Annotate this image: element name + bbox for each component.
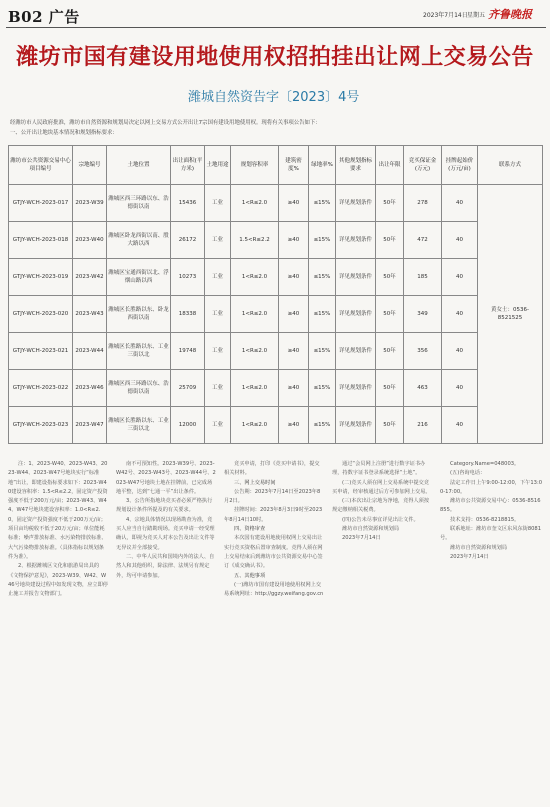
table-cell: 2023-W43: [73, 296, 107, 333]
table-cell: 潍城区西三环路以东、浩德街以南: [107, 185, 171, 222]
announcement-number: 潍城自然资告字〔2023〕4号: [188, 90, 360, 105]
table-cell: 349: [404, 296, 442, 333]
paragraph: 技术支持：0536-8218815。: [450, 516, 520, 523]
table-cell: ≤15%: [309, 407, 336, 444]
table-cell: 工业: [205, 333, 231, 370]
paragraph: 潍坊市公共资源交易中心：0536-8516855。: [440, 498, 541, 514]
table-cell: ≤15%: [309, 185, 336, 222]
issue-weekday: 星期五: [467, 12, 486, 19]
table-cell: 26172: [171, 222, 205, 259]
table-cell: 1.5<R≤2.2: [231, 222, 279, 259]
table-cell: 2023-W39: [73, 185, 107, 222]
table-cell: 潍城区长胜路以东、工业三街以北: [107, 407, 171, 444]
issue-date: 2023年7月14日: [423, 12, 468, 19]
table-cell: 216: [404, 407, 442, 444]
col-header: 联系方式: [478, 146, 543, 185]
col-header: 挂牌起始价(万元/亩): [442, 146, 478, 185]
table-cell: 1<R≤2.0: [231, 296, 279, 333]
table-cell: 详见规划条件: [336, 259, 376, 296]
table-cell: 详见规划条件: [336, 296, 376, 333]
table-cell: 278: [404, 185, 442, 222]
table-cell: ≥40: [279, 333, 309, 370]
table-cell: 10273: [171, 259, 205, 296]
col-header: 出让面积(平方米): [171, 146, 205, 185]
table-header-row: [9, 146, 543, 185]
table-cell: 463: [404, 370, 442, 407]
paragraph: (三)本次出让宗地为净地，竞得人须按规定缴纳相关税费。: [332, 498, 430, 514]
paragraph: 2、根据潍城区文化和旅游局出具的《文物保护意见》，2023-W39、W42、W46号地块建设过程中如发现文物，应立即停止施工并报告文物部门。: [8, 563, 108, 598]
table-cell: 2023-W42: [73, 259, 107, 296]
paragraph: Category.Name=048003。: [450, 461, 520, 467]
col-header: 潍坊市公共资源交易中心项目编号: [9, 146, 73, 185]
col-header: 建筑密度%: [279, 146, 309, 185]
col-header: 出让年限: [376, 146, 404, 185]
table-cell: 40: [442, 185, 478, 222]
table-cell: 1<R≤2.0: [231, 407, 279, 444]
signature: 潍坊市自然资源和规划局: [342, 526, 400, 533]
table-cell: GTJY-WCH-2023-022: [9, 370, 73, 407]
table-cell: ≥40: [279, 259, 309, 296]
table-cell: 详见规划条件: [336, 370, 376, 407]
paragraph: (二)竞买人须在网上交易系统中提交竞买申请，经审核通过后方可参加网上交易。: [332, 479, 431, 495]
table-cell: 1<R≤2.0: [231, 333, 279, 370]
table-cell: 472: [404, 222, 442, 259]
table-cell: 2023-W47: [73, 407, 107, 444]
paragraph: 通过“会员网上注册”进行数字证书办理，持数字证书登录系统选择“土地”。: [332, 461, 426, 477]
table-cell: 40: [442, 222, 478, 259]
table-cell: 12000: [171, 407, 205, 444]
table-cell: 详见规划条件: [336, 407, 376, 444]
table-cell: ≤15%: [309, 333, 336, 370]
table-cell: 2023-W44: [73, 333, 107, 370]
table-row: [9, 259, 543, 296]
table-cell: 18338: [171, 296, 205, 333]
text-column: [8, 460, 108, 800]
table-cell: ≥40: [279, 185, 309, 222]
paragraph: 4、宗地具体情况以现场勘查为准，竞买人应当自行踏勘现场。竞买申请一经受理确认，即视为竞买人对本公告及出让文件等无异议并全部接受。: [116, 516, 215, 551]
col-header: 宗地编号: [73, 146, 107, 185]
paragraph: 3、公告所指地块竞买者必须严格执行规划设计条件所提及的有关要求。: [116, 498, 213, 514]
table-cell: 详见规划条件: [336, 222, 376, 259]
table-cell: GTJY-WCH-2023-017: [9, 185, 73, 222]
paragraph: (五)咨询电话：: [450, 470, 486, 477]
table-cell: 50年: [376, 296, 404, 333]
body-columns: [8, 460, 542, 800]
col-header: 其他规划指标要求: [336, 146, 376, 185]
col-header: 绿地率%: [309, 146, 336, 185]
table-row: [9, 370, 543, 407]
paragraph: 联系地址：潍坊市奎文区东风东街8081号。: [440, 526, 542, 542]
table-cell: 1<R≤2.0: [231, 370, 279, 407]
paragraph: 挂牌时间：2023年8月3日9时至2023年8月14日10时。: [224, 507, 323, 523]
table-cell: 详见规划条件: [336, 185, 376, 222]
page-header: [0, 0, 550, 28]
signature: 潍坊市自然资源和规划局: [450, 544, 508, 551]
paragraph: (一)潍坊市国有建设用地使用权网上交易系统网址：http://ggzy.weifang.gov.cn: [224, 581, 324, 598]
table-cell: 2023-W40: [73, 222, 107, 259]
table-cell: ≤15%: [309, 296, 336, 333]
table-cell: 40: [442, 407, 478, 444]
col-header: 竞买保证金(万元): [404, 146, 442, 185]
table-cell: 15436: [171, 185, 205, 222]
table-cell: 40: [442, 370, 478, 407]
table-cell: 潍城区长胜路以东、卧龙西街以南: [107, 296, 171, 333]
table-cell: GTJY-WCH-2023-023: [9, 407, 73, 444]
col-header: 规划容积率: [231, 146, 279, 185]
signature-date: 2023年7月14日: [450, 553, 489, 560]
table-cell: ≥40: [279, 222, 309, 259]
table-cell: ≤15%: [309, 222, 336, 259]
table-cell: 潍城区西三环路以东、浩德街以南: [107, 370, 171, 407]
table-cell: 1<R≤2.0: [231, 185, 279, 222]
table-cell: ≤15%: [309, 370, 336, 407]
text-column: [332, 460, 432, 800]
section-heading: 四、资格审查: [234, 526, 266, 533]
table-cell: 工业: [205, 222, 231, 259]
intro-section-heading: 一、公开出让地块基本情况和规划指标要求：: [10, 130, 118, 136]
paragraph: 本次国有建设用地使用权网上交易出让实行竞买资格后置审查制度。竞得人须在网上交易结束后到潍坊市公共资源交易中心签订《成交确认书》。: [224, 535, 323, 570]
table-cell: ≤15%: [309, 259, 336, 296]
section-label: B02 广告: [8, 8, 80, 26]
paragraph: 公告期：2023年7月14日至2023年8月2日。: [224, 488, 321, 505]
table-cell: 50年: [376, 259, 404, 296]
table-cell: 40: [442, 296, 478, 333]
text-column: [224, 460, 324, 800]
paragraph: 注：1、2023-W40、2023-W43、2023-W44、2023-W47号地块实行“标准地”出让，即建设指标要求如下：2023-W40建设容积率：1.5<R≤2.2，固定资产投资强度不低于200万元/亩；2023-W43、W44、W47号地块建设容积率：1.0<R≤2.0，固定资产投资强度不低于200万元/亩；项目亩均税收不低于20万元/亩；单位能耗标准；噪声排放标准、水污染物排放标准、大气污染物排放标准。（具体指标以规划条件为准）。: [8, 461, 108, 560]
parcel-table: [8, 145, 543, 444]
paragraph: 南不可预知性。2023-W39号、2023-W42号、2023-W43号、2023-W44号、2023-W47号地块土地在挂牌前，已完成场地平整，达到“七通一平”出让条件。: [116, 461, 216, 495]
table-cell: ≥40: [279, 370, 309, 407]
paragraph: 竞买申请，打印《竞买申请书》，提交相关材料。: [224, 461, 320, 477]
newspaper-logo: 齐鲁晚报: [488, 8, 532, 21]
text-column: [440, 460, 542, 800]
table-cell: ≥40: [279, 407, 309, 444]
table-cell: GTJY-WCH-2023-019: [9, 259, 73, 296]
signature-date: 2023年7月14日: [342, 535, 381, 542]
table-cell: 19748: [171, 333, 205, 370]
table-cell: 潍城区宝通西街以北、浮烟山路以西: [107, 259, 171, 296]
table-cell: 40: [442, 333, 478, 370]
table-cell: 50年: [376, 407, 404, 444]
announcement-title: 潍坊市国有建设用地使用权招拍挂出让网上交易公告: [16, 44, 534, 70]
paragraph: (四)公告未尽事宜详见出让文件。: [342, 516, 419, 523]
table-cell: 50年: [376, 185, 404, 222]
contact-cell: 黄女士：0536-8521525: [478, 185, 543, 444]
table-cell: 25709: [171, 370, 205, 407]
table-cell: 工业: [205, 296, 231, 333]
table-cell: GTJY-WCH-2023-018: [9, 222, 73, 259]
table-cell: GTJY-WCH-2023-020: [9, 296, 73, 333]
section-heading: 三、网上交易时间: [234, 479, 276, 486]
table-cell: 工业: [205, 185, 231, 222]
table-cell: 40: [442, 259, 478, 296]
table-cell: 详见规划条件: [336, 333, 376, 370]
table-row: [9, 222, 543, 259]
intro-paragraph: 经潍坊市人民政府批准，潍坊市自然资源和规划局决定以网上交易方式公开出让7宗国有建设用地使用权。现将有关事项公告如下：: [10, 120, 321, 126]
table-cell: 1<R≤2.0: [231, 259, 279, 296]
table-cell: 50年: [376, 222, 404, 259]
table-cell: 潍城区长胜路以东、工业三街以北: [107, 333, 171, 370]
paragraph: 法定工作日上午9:00-12:00，下午13:00-17:00。: [440, 479, 542, 495]
table-row: [9, 333, 543, 370]
table-cell: 185: [404, 259, 442, 296]
table-cell: 工业: [205, 370, 231, 407]
header-divider: [6, 27, 546, 28]
table-cell: 工业: [205, 259, 231, 296]
table-row: [9, 185, 543, 222]
table-cell: ≥40: [279, 296, 309, 333]
table-row: [9, 407, 543, 444]
intro-text: [10, 118, 540, 138]
table-cell: 50年: [376, 333, 404, 370]
table-cell: 工业: [205, 407, 231, 444]
col-header: 土地位置: [107, 146, 171, 185]
text-column: [116, 460, 216, 800]
table-cell: 50年: [376, 370, 404, 407]
section-heading: 五、其他事项: [234, 572, 266, 579]
table-cell: 2023-W46: [73, 370, 107, 407]
table-cell: 356: [404, 333, 442, 370]
table-cell: 潍城区卧龙西街以南、殷大路以西: [107, 222, 171, 259]
paragraph: 二、中华人民共和国境内外的法人、自然人和其他组织，除法律、法规另有规定外，均可申请参加。: [116, 553, 215, 579]
col-header: 土地用途: [205, 146, 231, 185]
table-cell: GTJY-WCH-2023-021: [9, 333, 73, 370]
table-row: [9, 296, 543, 333]
